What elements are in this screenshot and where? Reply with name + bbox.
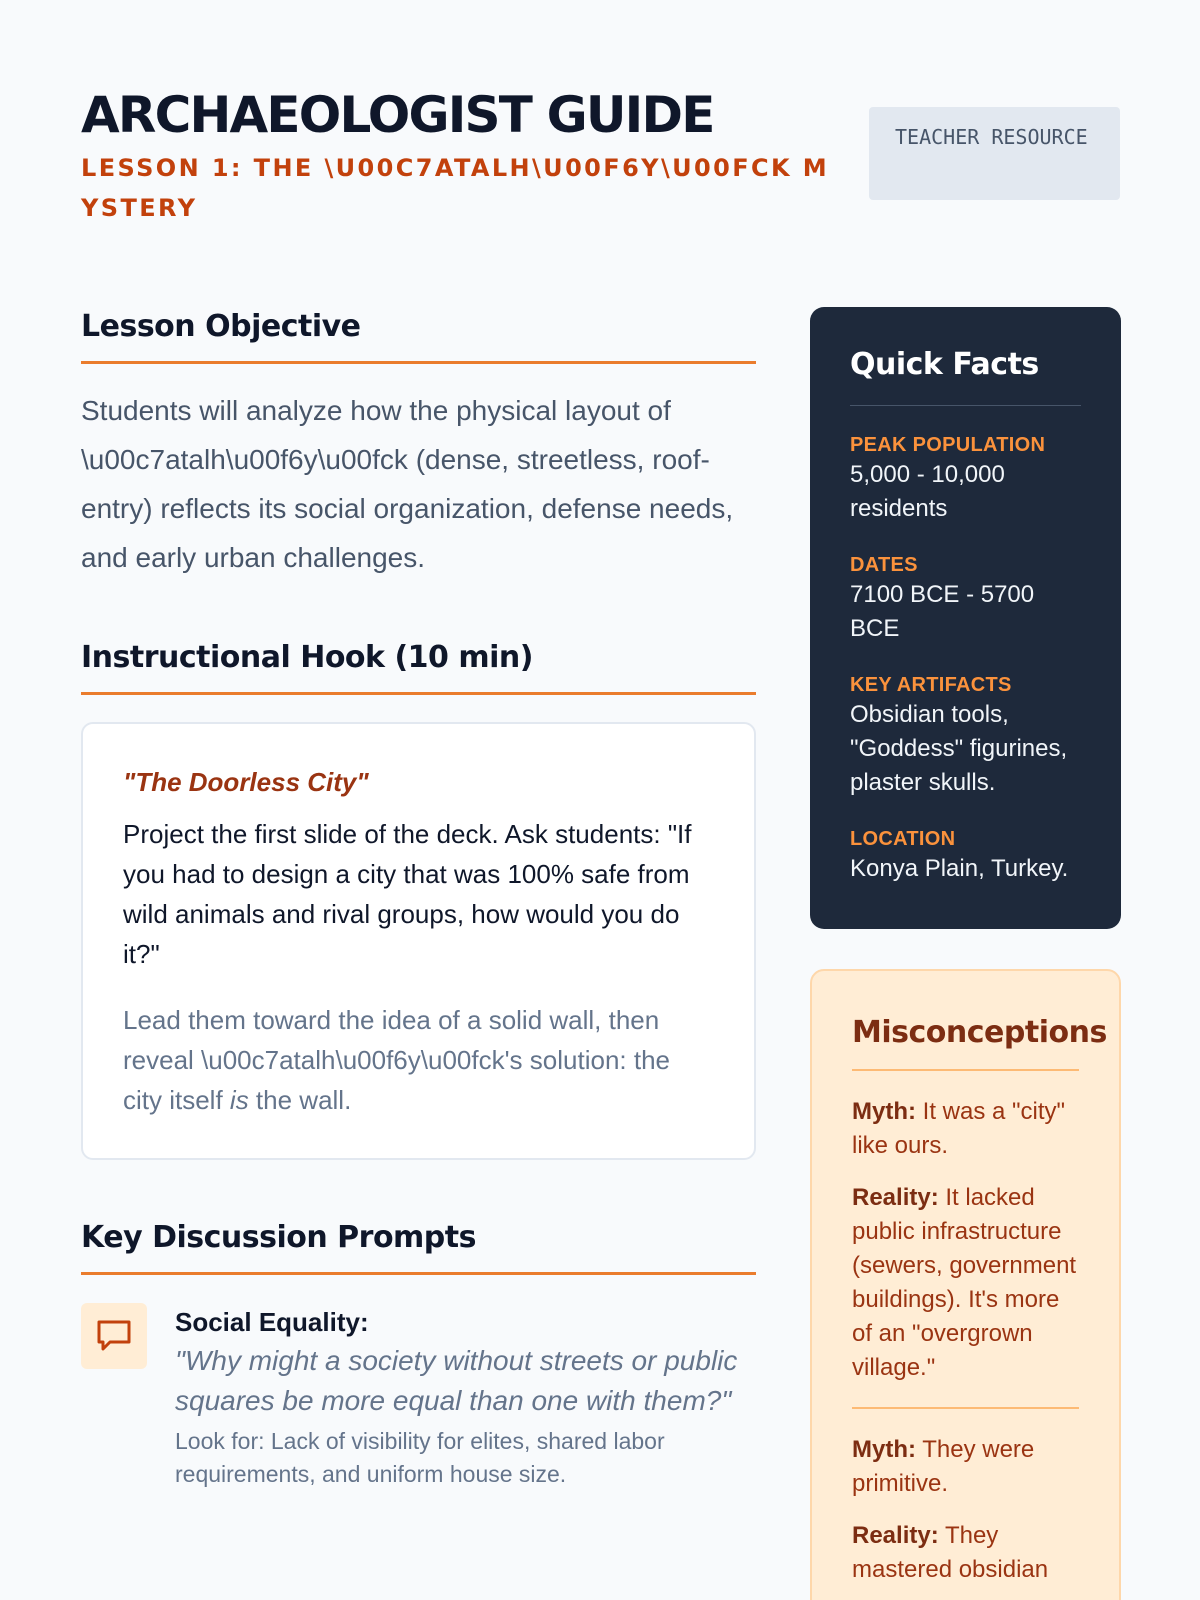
myth-label: Myth:: [852, 1436, 916, 1463]
misconception-divider: [852, 1407, 1079, 1409]
teacher-resource-badge: TEACHER RESOURCE: [869, 107, 1120, 200]
fact-item: [850, 552, 1081, 646]
hook-section: [81, 638, 756, 1160]
objective-section: [81, 307, 756, 582]
myth-text: [852, 1095, 1079, 1163]
myth-body: They were primitive.: [852, 1436, 1035, 1497]
fact-value: 5,000 - 10,000 residents: [850, 461, 1005, 522]
hook-title: Instructional Hook (10 min): [81, 638, 756, 695]
hook-card: [81, 722, 756, 1160]
hook-quote: "The Doorless City": [123, 767, 369, 797]
hook-paragraph-2: [123, 1000, 714, 1120]
main-content: [81, 307, 756, 1491]
prompt-body: [175, 1303, 756, 1491]
fact-value: 7100 BCE - 5700 BCE: [850, 581, 1035, 642]
reality-body: They mastered obsidian: [852, 1522, 1049, 1583]
fact-item: [850, 826, 1081, 886]
myth-text: [852, 1433, 1079, 1501]
objective-title: Lesson Objective: [81, 307, 756, 364]
chat-bubble-icon: [81, 1303, 147, 1369]
reality-label: Reality:: [852, 1522, 939, 1549]
quick-facts-title: Quick Facts: [850, 345, 1081, 406]
reality-text: [852, 1519, 1079, 1587]
misconceptions-panel: [810, 969, 1121, 1600]
hook-p2-start: Lead them toward the idea of a solid wall, then reveal \u00c7atalh\u00f6y\u00fck's solution: the city itself: [123, 1005, 670, 1115]
page-title: ARCHAEOLOGIST GUIDE: [81, 86, 714, 144]
objective-text: Students will analyze how the physical layout of \u00c7atalh\u00f6y\u00fck (dense, streetless, roof-entry) reflects its social organization, defense needs, and early urban challenges.: [81, 395, 734, 573]
lesson-subtitle: LESSON 1: THE \U00C7ATALH\U00F6Y\U00FCK MYSTERY: [81, 154, 830, 222]
reality-label: Reality:: [852, 1184, 939, 1211]
fact-label: DATES: [850, 554, 918, 576]
prompt-question: "Why might a society without streets or public squares be more equal than one with them?": [175, 1345, 738, 1416]
reality-body: It lacked public infrastructure (sewers, government buildings). It's more of an "overgrown village.": [852, 1184, 1077, 1381]
myth-body: It was a "city" like ours.: [852, 1098, 1066, 1159]
prompt-note: Look for: Lack of visibility for elites, shared labor requirements, and uniform house size.: [175, 1428, 665, 1487]
prompts-section: [81, 1218, 756, 1491]
fact-item: [850, 672, 1081, 800]
myth-label: Myth:: [852, 1098, 916, 1125]
fact-item: [850, 432, 1081, 526]
prompt-item: [81, 1303, 756, 1491]
hook-paragraph-1: Project the first slide of the deck. Ask students: "If you had to design a city that was 100% safe from wild animals and rival groups, how would you do it?": [123, 819, 692, 969]
fact-value: Konya Plain, Turkey.: [850, 855, 1069, 882]
quick-facts-panel: [810, 307, 1121, 929]
misconceptions-title: Misconceptions: [852, 1013, 1079, 1071]
reality-text: [852, 1181, 1079, 1385]
hook-p2-end: the wall.: [248, 1085, 352, 1115]
hook-p2-emphasis: is: [229, 1085, 249, 1115]
fact-label: PEAK POPULATION: [850, 434, 1046, 456]
prompts-title: Key Discussion Prompts: [81, 1218, 756, 1275]
fact-label: KEY ARTIFACTS: [850, 674, 1012, 696]
fact-value: Obsidian tools, "Goddess" figurines, plaster skulls.: [850, 701, 1068, 796]
fact-label: LOCATION: [850, 828, 956, 850]
prompt-label: Social Equality:: [175, 1307, 369, 1337]
